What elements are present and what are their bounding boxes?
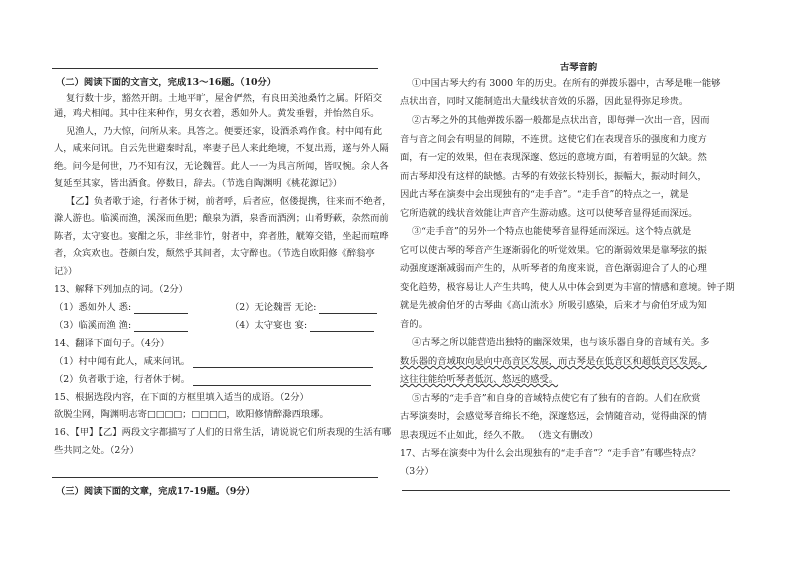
- q13-item-label: （1）悉如外人 悉:: [54, 302, 132, 313]
- q13-item-label: （4）太守宴也 宴:: [230, 320, 308, 331]
- answer-blank[interactable]: [319, 303, 377, 314]
- passage-b-line: 陈者，太守宴也。宴酣之乐，非丝非竹，射者中，弈者胜，觥筹交错，坐起而喧哗: [54, 231, 389, 242]
- paragraph-line: 而古琴却没有这样的缺憾。古琴的有效弦长特别长，振幅大，振动时间久，: [400, 171, 707, 182]
- paragraph-line-underlined: 数乐器的音域取向是向中高音区发展，而古琴是在低音区和超低音区发展。: [400, 356, 707, 367]
- paragraph-line: 点状出音，同时又能制造出大量线状音效的乐器，因此显得弥足珍贵。: [400, 96, 689, 107]
- answer-line[interactable]: [402, 490, 730, 491]
- paragraph-line: 面，有一定的效果，但在表现深邃、悠远的意境方面，有着明显的欠缺。然: [400, 152, 707, 163]
- answer-blank[interactable]: [310, 321, 374, 332]
- question-15: 15、根据选段内容，在下面的方框里填入适当的成语。（2分）: [54, 392, 309, 403]
- mid-rule-left: [52, 477, 378, 478]
- answer-line[interactable]: [193, 357, 373, 368]
- paragraph-line: 变化趋势，极容易让人产生共鸣，使人从中体会到更为丰富的情感和意境。钟子期: [400, 282, 735, 293]
- q13-item-3: [54, 320, 188, 332]
- q13-item-label: （2）无论魏晋 无论:: [230, 302, 317, 313]
- paragraph-line: 它可以使古琴的琴音产生逐渐弱化的听觉效果。它的渐弱效果是靠琴弦的振: [400, 245, 707, 256]
- paragraph-line-underlined: 这往往能给听琴者低沉、悠远的感受。: [400, 374, 559, 385]
- answer-blank[interactable]: [134, 321, 188, 332]
- answer-blank[interactable]: [134, 303, 188, 314]
- top-rule-left: [52, 68, 378, 69]
- paragraph-line: 它所造就的线状音效能让声音产生游动感。这可以使琴音显得延而深远。: [400, 208, 698, 219]
- passage-a-line: 通，鸡犬相闻。其中往来种作，男女衣着，悉如外人。黄发垂髫，并怡然自乐。: [54, 108, 380, 119]
- q15-fill-line: 欲脱尘网，陶渊明志寄□□□□；□□□□，欧阳修情醉滁西琅琊。: [54, 409, 329, 420]
- q14-item-label: （1）村中闻有此人，咸来问讯。: [54, 356, 191, 367]
- question-13: 13、解释下列加点的词。（2分）: [54, 284, 188, 295]
- paragraph-line: 音的。: [400, 319, 428, 330]
- q13-item-1: [54, 302, 188, 314]
- passage-a-line: 人，咸来问讯。自云先世避秦时乱，率妻子邑人来此绝境，不复出焉，遂与外人隔: [54, 143, 389, 154]
- question-17: 17、古琴在演奏中为什么会出现独有的“走手音”？“走手音”有哪些特点？: [400, 448, 701, 459]
- question-14: 14、翻译下面句子。（4分）: [54, 338, 170, 349]
- question-16-cont: 些共同之处。（2分）: [54, 445, 139, 456]
- passage-b-line: 滁人游也。临溪而渔，溪深而鱼肥；酿泉为酒，泉香而酒洌；山肴野蔌，杂然而前: [54, 213, 389, 224]
- paragraph-line: ④古琴之所以能营造出独特的幽深效果，也与该乐器自身的音域有关。多: [412, 337, 710, 348]
- paragraph-line: 就是先被俞伯牙的古琴曲《高山流水》所吸引感染，后来才与俞伯牙成为知: [400, 300, 707, 311]
- article-title: 古琴音韵: [560, 62, 598, 73]
- paragraph-line: ①中国古琴大约有 3000 年的历史。在所有的弹拨乐器中，古琴是唯一能够: [412, 78, 721, 89]
- paragraph-line: 动强度逐渐减弱而产生的，从听琴者的角度来说，音色渐弱迎合了人的心理: [400, 263, 707, 274]
- q14-item-label: （2）负者歌于途，行者休于树。: [54, 374, 191, 385]
- passage-a-line: 复行数十步，豁然开朗。土地平旷，屋舍俨然，有良田美池桑竹之属。阡陌交: [66, 93, 383, 104]
- paragraph-line: 音与音之间会有明显的间隙，不连贯。这使它们在表现音乐的强度和力度方: [400, 134, 707, 145]
- q13-item-2: [230, 302, 377, 314]
- passage-b-line: 【乙】负者歌于途，行者休于树，前者呼，后者应，伛偻提携，往来而不绝者，: [66, 196, 392, 207]
- paragraph-line: 因此古琴在演奏中会出现独有的“走手音”。“走手音”的特点之一，就是: [400, 189, 689, 200]
- passage-a-line: 复延至其家，皆出酒食。停数日，辞去。（节选自陶渊明《桃花源记》）: [54, 178, 343, 189]
- answer-line[interactable]: [193, 375, 371, 386]
- question-16: 16、【甲】【乙】两段文字都描写了人们的日常生活，请说说它们所表现的生活有哪: [54, 427, 392, 438]
- passage-b-line: 记》）: [54, 266, 78, 277]
- paragraph-line: ②古琴之外的其他弹拨乐器一般都是点状出音，即每弹一次出一音，因而: [412, 115, 710, 126]
- paragraph-line: 古琴演奏时，会感觉琴音绵长不绝，深邃悠远，会情随音动，觉得曲深的情: [400, 411, 707, 422]
- q14-item-1: [54, 356, 373, 368]
- paragraph-line: ③“走手音”的另外一个特点也能使琴音显得延而深远。这个特点就是: [412, 226, 692, 237]
- paragraph-line: ⑤古琴的“走手音”和自身的音域特点使它有了独有的音韵。人们在欣赏: [412, 393, 701, 404]
- q14-item-2: [54, 374, 371, 386]
- passage-a-line: 见渔人，乃大惊，问所从来。具答之。便要还家，设酒杀鸡作食。村中闻有此: [66, 126, 383, 137]
- paragraph-line: 思表现远不止如此，经久不散。 （选文有删改）: [400, 430, 599, 441]
- passage-b-line: 者，众宾欢也。苍颜白发，颓然乎其间者，太守醉也。（节选自欧阳修《醉翁亭: [54, 248, 375, 259]
- q13-item-4: [230, 320, 374, 332]
- question-17-cont: （3分）: [400, 466, 434, 477]
- passage-a-line: 绝。问今是何世，乃不知有汉，无论魏晋。此人一一为具言所闻，皆叹惋。余人各: [54, 161, 389, 172]
- section3-heading: （三）阅读下面的文章，完成17-19题。（9分）: [56, 486, 255, 497]
- section2-heading: （二）阅读下面的文言文，完成13～16题。（10分）: [56, 77, 277, 88]
- q13-item-label: （3）临溪而渔 渔:: [54, 320, 132, 331]
